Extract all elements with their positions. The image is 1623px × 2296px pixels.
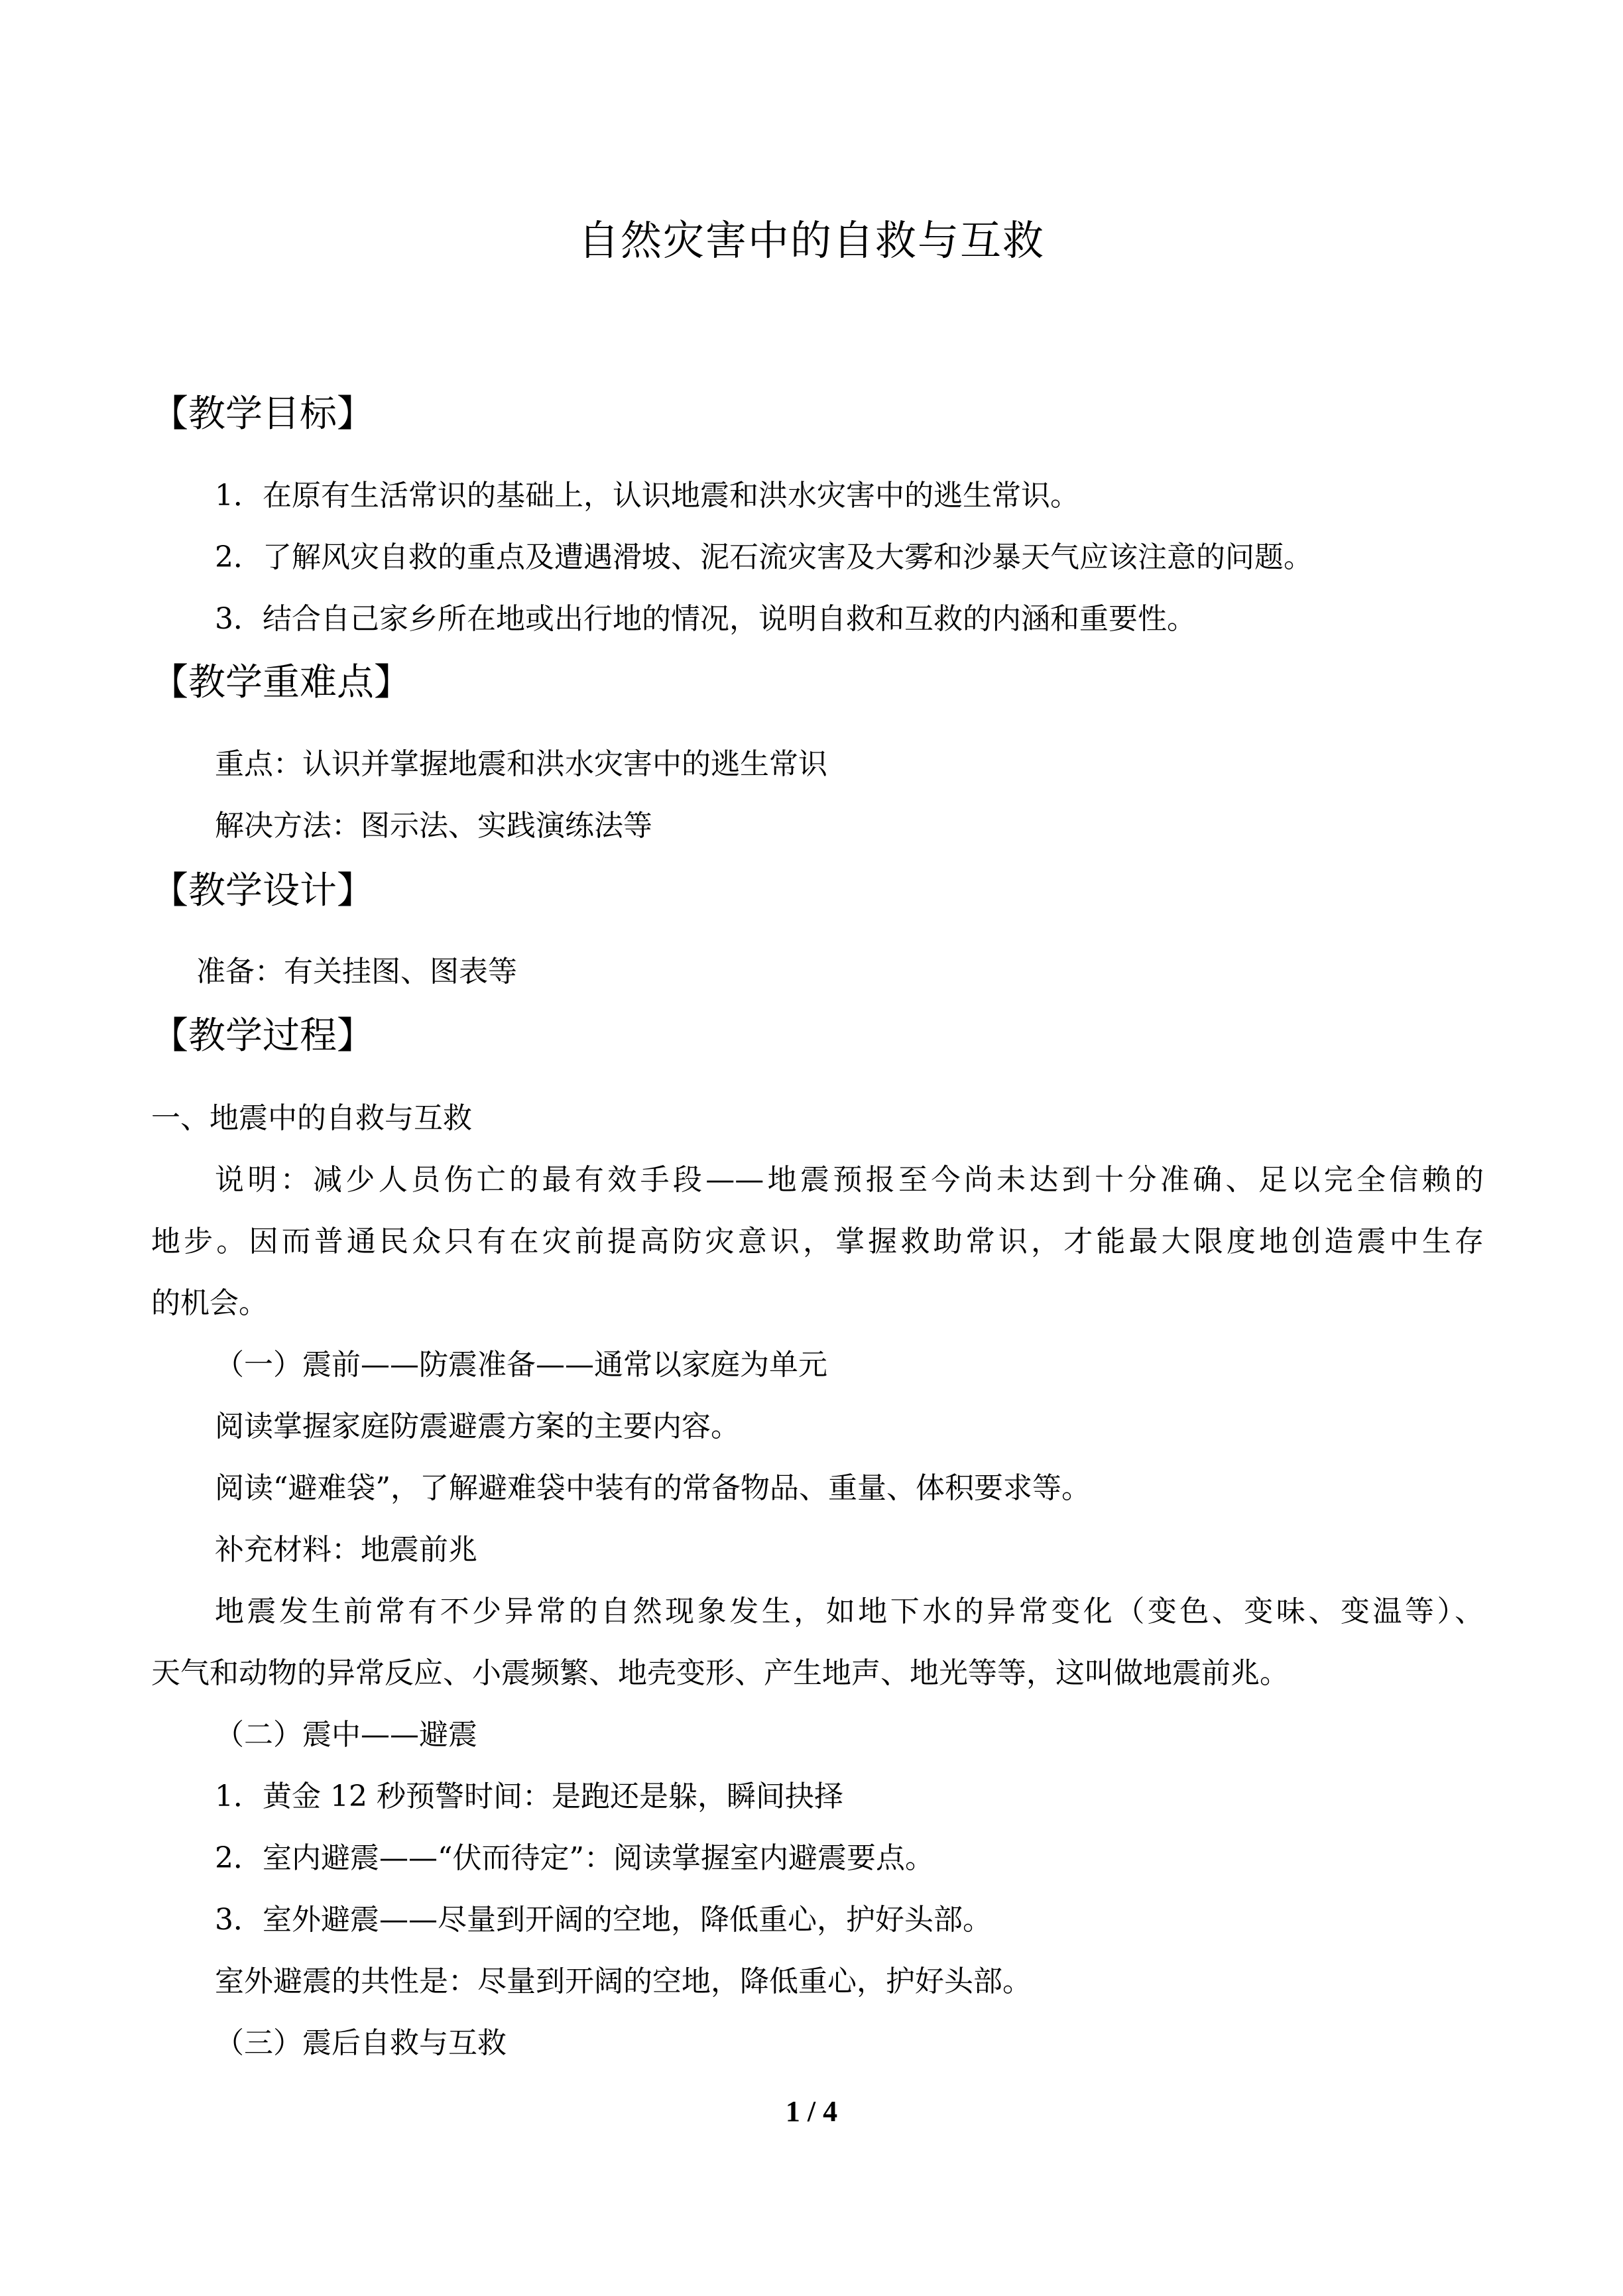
explain-line-2: 地步。因而普通民众只有在灾前提高防灾意识，掌握救助常识，才能最大限度地创造震中生存 bbox=[151, 1225, 1484, 1258]
key-point-focus: 重点：认识并掌握地震和洪水灾害中的逃生常识 bbox=[215, 747, 827, 781]
section-heading-key-points: 【教学重难点】 bbox=[151, 661, 411, 704]
document-title: 自然灾害中的自救与互救 bbox=[577, 216, 1045, 265]
key-point-method: 解决方法：图示法、实践演练法等 bbox=[215, 809, 652, 843]
subheading-during-quake: （二）震中——避震 bbox=[215, 1718, 477, 1752]
during-item-1: 1．黄金 12 秒预警时间：是跑还是躲，瞬间抉择 bbox=[215, 1780, 843, 1813]
subheading-after-quake: （三）震后自救与互救 bbox=[215, 2026, 507, 2060]
during-item-3: 3．室外避震——尽量到开阔的空地，降低重心，护好头部。 bbox=[215, 1903, 992, 1937]
explain-line-1: 说明：减少人员伤亡的最有效手段——地震预报至今尚未达到十分准确、足以完全信赖的 bbox=[215, 1163, 1484, 1197]
during-item-2: 2．室内避震——“伏而待定”：阅读掌握室内避震要点。 bbox=[215, 1841, 934, 1875]
objective-item-2: 2．了解风灾自救的重点及遭遇滑坡、泥石流灾害及大雾和沙暴天气应该注意的问题。 bbox=[215, 540, 1313, 574]
objective-item-3: 3．结合自己家乡所在地或出行地的情况，说明自救和互救的内涵和重要性。 bbox=[215, 602, 1196, 636]
explain-line-3: 的机会。 bbox=[151, 1286, 268, 1320]
reading-bag: 阅读“避难袋”，了解避难袋中装有的常备物品、重量、体积要求等。 bbox=[215, 1471, 1091, 1505]
omen-line-2: 天气和动物的异常反应、小震频繁、地壳变形、产生地声、地光等等，这叫做地震前兆。 bbox=[151, 1656, 1289, 1690]
section-heading-objectives: 【教学目标】 bbox=[151, 393, 374, 436]
objective-item-1: 1．在原有生活常识的基础上，认识地震和洪水灾害中的逃生常识。 bbox=[215, 479, 1079, 513]
supplement-label: 补充材料：地震前兆 bbox=[215, 1533, 477, 1567]
design-prep: 准备：有关挂图、图表等 bbox=[196, 955, 517, 989]
reading-plan: 阅读掌握家庭防震避震方案的主要内容。 bbox=[215, 1410, 740, 1443]
page-number: 1 / 4 bbox=[785, 2095, 838, 2128]
subheading-before-quake: （一）震前——防震准备——通常以家庭为单元 bbox=[215, 1348, 827, 1382]
outdoor-common-note: 室外避震的共性是：尽量到开阔的空地，降低重心，护好头部。 bbox=[215, 1964, 1032, 1998]
section-heading-design: 【教学设计】 bbox=[151, 869, 374, 912]
section-heading-process: 【教学过程】 bbox=[151, 1014, 374, 1057]
process-heading-earthquake: 一、地震中的自救与互救 bbox=[151, 1101, 472, 1135]
omen-line-1: 地震发生前常有不少异常的自然现象发生，如地下水的异常变化（变色、变味、变温等）、 bbox=[215, 1595, 1484, 1628]
